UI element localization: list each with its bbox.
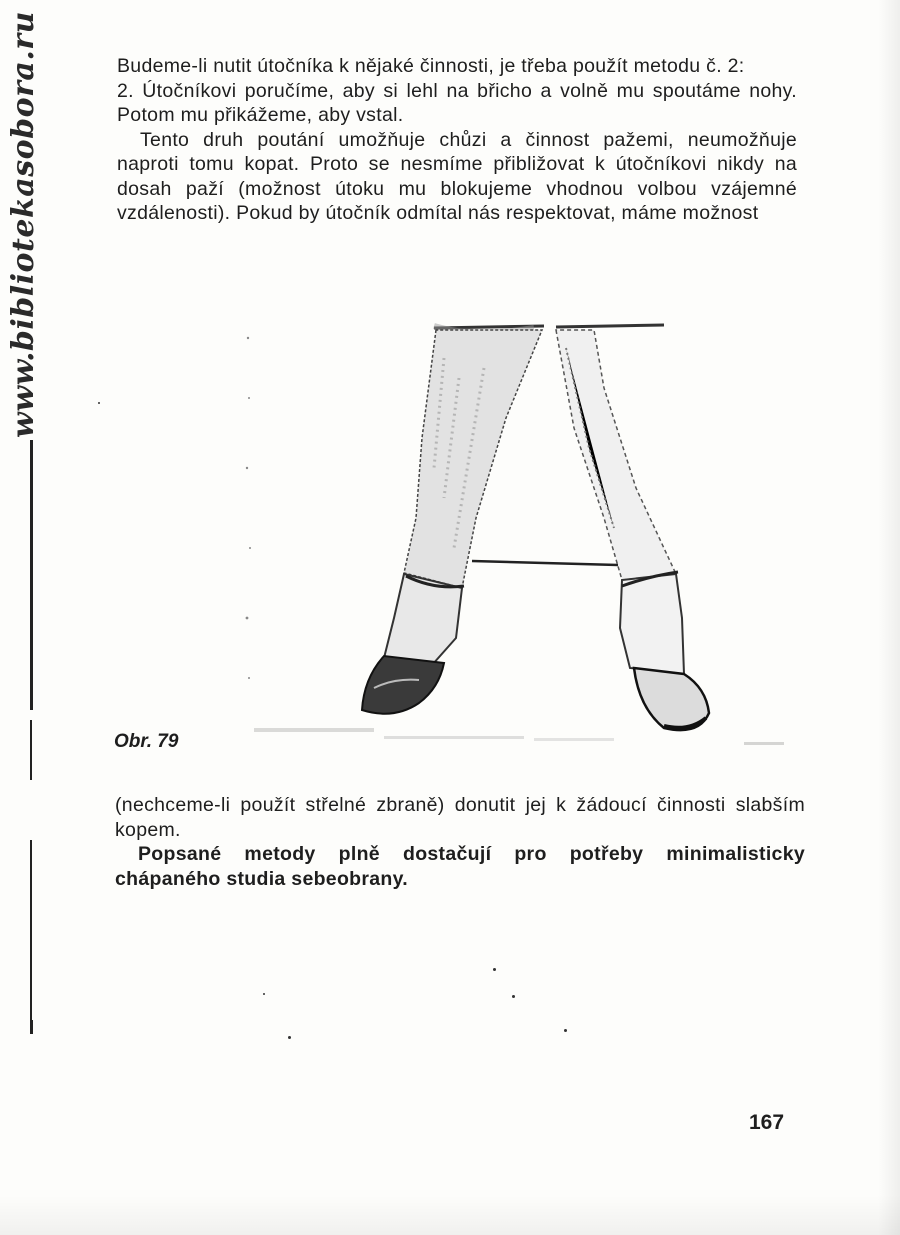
page-edge-shadow xyxy=(878,0,900,1235)
page-number: 167 xyxy=(749,1111,785,1134)
paragraph: Budeme-li nutit útočníka k nějaké činnosti, je třeba použít metodu č. 2: xyxy=(117,55,745,77)
page-edge-shadow xyxy=(0,1195,900,1235)
paragraph: 2. Útočníkovi poručíme, aby si lehl na břicho a volně mu spoutáme nohy. Potom mu přikážeme, aby vstal. xyxy=(117,79,797,126)
margin-scan-line xyxy=(30,720,32,780)
margin-scan-line xyxy=(30,840,32,1020)
dust-speck xyxy=(512,995,515,998)
figure-illustration xyxy=(244,318,799,760)
margin-scan-line xyxy=(30,1020,33,1034)
paragraph: Tento druh poutání umožňuje chůzi a činnost pažemi, neumožňuje naproti tomu kopat. Proto se nesmíme přibližovat k útočníkovi nikdy na dosah paží (možnost útoku mu blokujeme vhodnou volbou vzájemné vzdálenosti). Pokud by útočník odmítal nás respektovat, máme možnost xyxy=(117,128,797,224)
paragraph: Popsané metody plně dostačují pro potřeby minimalisticky chápaného studia sebeobrany. xyxy=(115,843,805,890)
dust-speck xyxy=(98,402,100,404)
top-text-block xyxy=(117,54,797,226)
dust-speck xyxy=(288,1036,291,1039)
watermark: www.bibliotekasobora.ru xyxy=(6,11,41,438)
dust-speck xyxy=(493,968,496,971)
figure-caption: Obr. 79 xyxy=(114,731,179,752)
bound-legs-illustration-icon xyxy=(244,318,799,760)
bottom-text-block xyxy=(115,793,805,891)
margin-scan-line xyxy=(30,440,33,710)
dust-speck xyxy=(263,993,265,995)
paragraph: (nechceme-li použít střelné zbraně) donutit jej k žádoucí činnosti slabším kopem. xyxy=(115,794,805,841)
dust-speck xyxy=(564,1029,567,1032)
